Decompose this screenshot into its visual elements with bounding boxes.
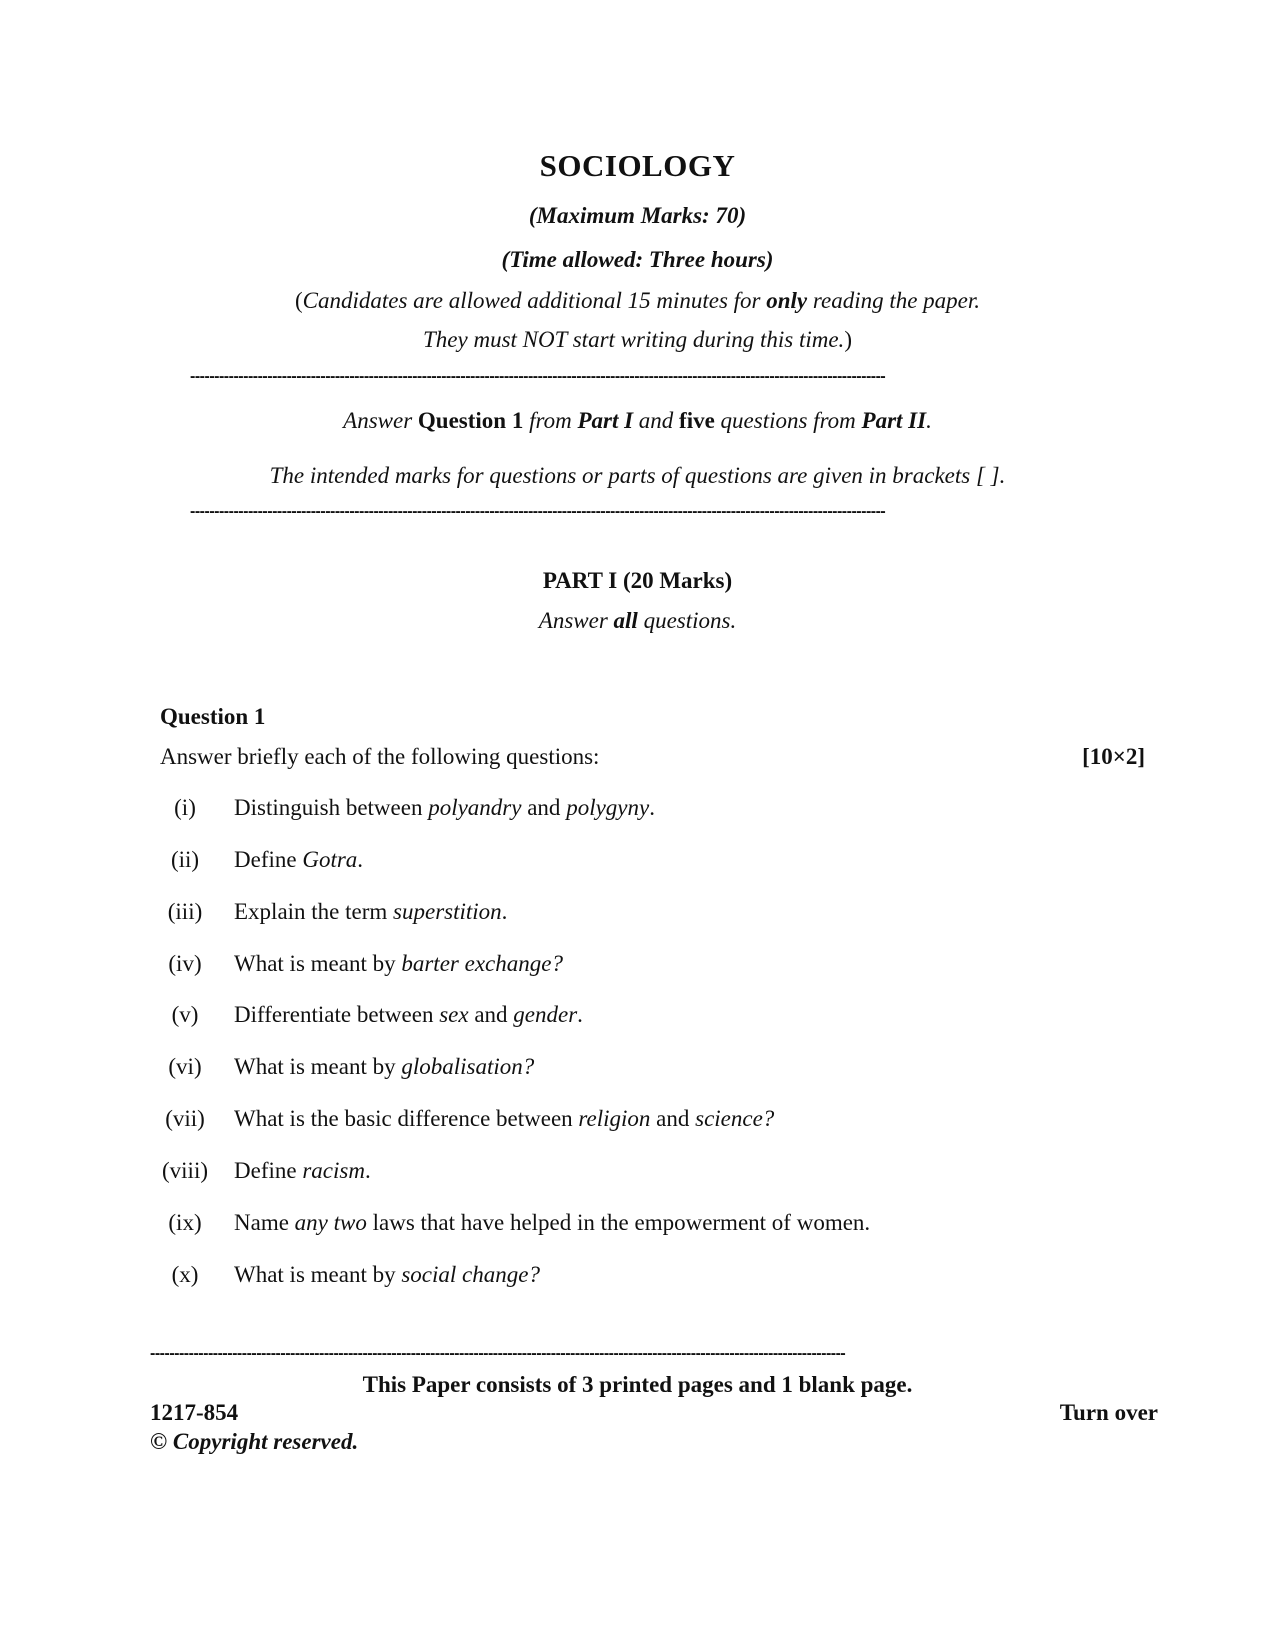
item-number: (ix) xyxy=(168,1210,202,1235)
instruction-line-2: The intended marks for questions or parts of questions are given in brackets [ ]. xyxy=(269,463,1006,488)
instr-part-1: Part I xyxy=(577,408,634,433)
instruction-line-1 xyxy=(0,408,1275,434)
note-text: Candidates are allowed additional 15 minutes for xyxy=(302,288,767,313)
item-text: Differentiate between sex and gender. xyxy=(234,1002,583,1027)
question-item xyxy=(0,1002,1275,1042)
question-item xyxy=(0,847,1275,887)
copyright-notice: © Copyright reserved. xyxy=(150,1429,359,1454)
item-number: (iii) xyxy=(167,899,203,924)
instr-question-1: Question 1 xyxy=(417,408,524,433)
item-text: What is the basic difference between religion and science? xyxy=(234,1106,775,1131)
question-item xyxy=(0,1158,1275,1198)
part-title: PART I (20 Marks) xyxy=(542,568,733,593)
question-item xyxy=(0,1210,1275,1250)
item-number: (ii) xyxy=(170,847,200,872)
item-number: (viii) xyxy=(162,1158,208,1183)
question-heading: Question 1 xyxy=(160,704,266,729)
open-paren: ( xyxy=(294,288,303,313)
close-paren: ) xyxy=(844,327,852,352)
part-sub-all: all xyxy=(613,608,638,633)
item-number: (x) xyxy=(171,1262,199,1287)
paper-title: SOCIOLOGY xyxy=(539,148,736,183)
item-text: Define Gotra. xyxy=(234,847,364,872)
item-number: (v) xyxy=(171,1002,199,1027)
question-item xyxy=(0,1262,1275,1302)
note-text-end: reading the paper. xyxy=(807,288,981,313)
item-text: What is meant by social change? xyxy=(234,1262,540,1287)
item-text: What is meant by barter exchange? xyxy=(234,951,563,976)
question-marks: [10×2] xyxy=(1082,744,1145,769)
divider-middle: ------------------------------------------------------------------------------------------------------------------------------------------------ xyxy=(190,503,886,520)
instr-text: from xyxy=(523,408,578,433)
item-text: Explain the term superstition. xyxy=(234,899,508,924)
question-item xyxy=(0,1054,1275,1094)
note-emphasis: only xyxy=(766,288,808,313)
item-number: (iv) xyxy=(168,951,202,976)
maximum-marks: (Maximum Marks: 70) xyxy=(528,203,747,228)
part-subtitle xyxy=(0,608,1275,634)
item-number: (i) xyxy=(174,795,196,820)
page-count-note: This Paper consists of 3 printed pages and 1 blank page. xyxy=(362,1372,913,1397)
divider-footer: ------------------------------------------------------------------------------------------------------------------------------------------------ xyxy=(150,1345,846,1362)
question-intro: Answer briefly each of the following questions: xyxy=(160,744,600,769)
instr-text: questions from xyxy=(714,408,862,433)
turn-over-label: Turn over xyxy=(1059,1400,1158,1425)
item-number: (vii) xyxy=(165,1106,205,1131)
time-allowed: (Time allowed: Three hours) xyxy=(501,247,774,272)
item-number: (vi) xyxy=(168,1054,202,1079)
item-text: What is meant by globalisation? xyxy=(234,1054,535,1079)
item-text: Define racism. xyxy=(234,1158,371,1183)
part-sub-text-end: questions. xyxy=(637,608,737,633)
instr-part-2: Part II xyxy=(861,408,927,433)
item-text: Name any two laws that have helped in the empowerment of women. xyxy=(234,1210,871,1235)
question-item xyxy=(0,951,1275,991)
reading-time-note-line2 xyxy=(0,327,1275,353)
divider-top: ------------------------------------------------------------------------------------------------------------------------------------------------ xyxy=(190,368,886,385)
instr-five: five xyxy=(679,408,715,433)
instr-text: and xyxy=(633,408,680,433)
instr-period: . xyxy=(926,408,932,433)
question-item xyxy=(0,899,1275,939)
question-item xyxy=(0,795,1275,835)
instr-text: Answer xyxy=(343,408,418,433)
reading-time-note-line1 xyxy=(0,288,1275,314)
note-line2-text: They must NOT start writing during this time. xyxy=(423,327,845,352)
question-item xyxy=(0,1106,1275,1146)
part-sub-text: Answer xyxy=(538,608,614,633)
paper-code: 1217-854 xyxy=(150,1400,239,1425)
item-text: Distinguish between polyandry and polygyny. xyxy=(234,795,655,820)
